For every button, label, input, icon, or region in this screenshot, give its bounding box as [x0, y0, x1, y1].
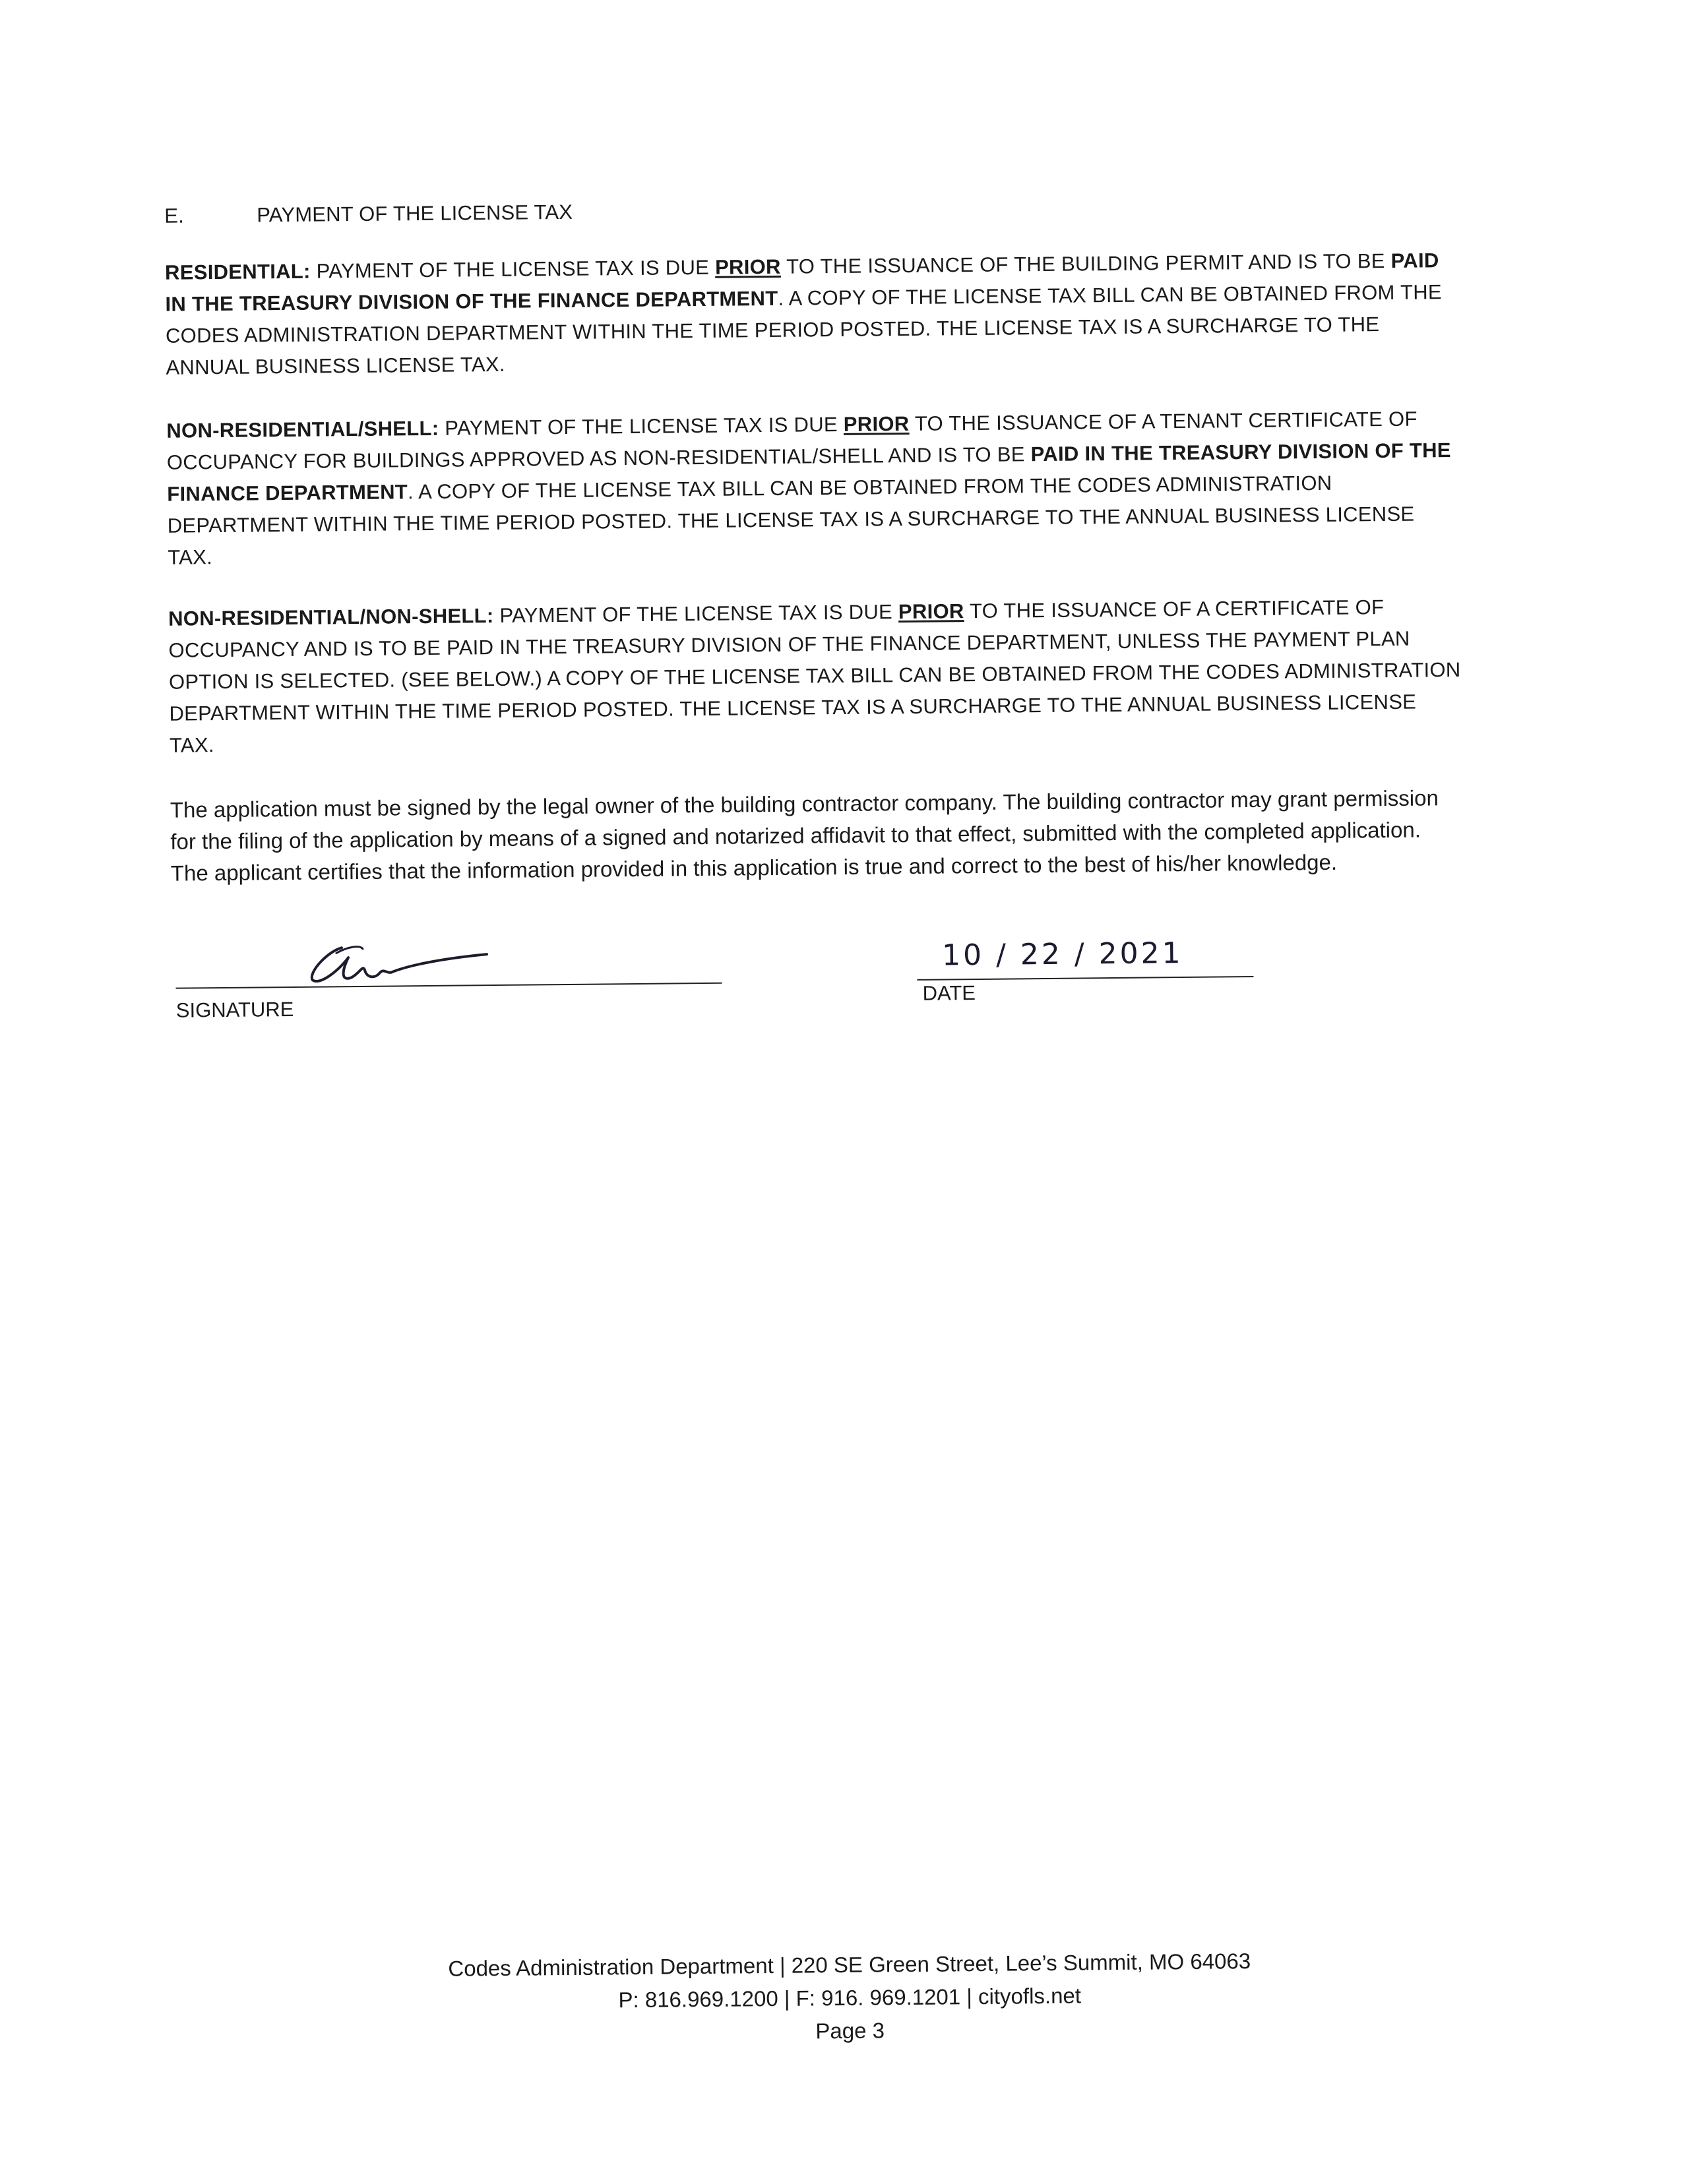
- non-shell-label: NON-RESIDENTIAL/NON-SHELL:: [168, 604, 494, 630]
- residential-paragraph: [165, 245, 1459, 384]
- shell-text-1: PAYMENT OF THE LICENSE TAX IS DUE: [445, 413, 838, 440]
- footer-address: Codes Administration Department | 220 SE Green Street, Lee’s Summit, MO 64063: [448, 1949, 1251, 1981]
- residential-text-1: PAYMENT OF THE LICENSE TAX IS DUE: [316, 255, 710, 283]
- section-heading: [164, 200, 573, 228]
- non-shell-text-1: PAYMENT OF THE LICENSE TAX IS DUE: [499, 600, 893, 627]
- footer-contact: P: 816.969.1200 | F: 916. 969.1201 | cityofls.net: [618, 1983, 1082, 2013]
- shell-text-2: TO THE ISSUANCE OF A TENANT CERTIFICATE OF OCCUPANCY FOR BUILDINGS APPROVED AS NON-RESIDENTIAL/SHELL AND IS TO BE: [166, 407, 1417, 474]
- signature-label: SIGNATURE: [175, 997, 294, 1022]
- date-value: 10 / 22 / 2021: [941, 936, 1183, 973]
- page-footer: [9, 1941, 1682, 2055]
- residential-text-2: TO THE ISSUANCE OF THE BUILDING PERMIT AND IS TO BE: [786, 249, 1385, 278]
- shell-text-3: . A COPY OF THE LICENSE TAX BILL CAN BE OBTAINED FROM THE CODES ADMINISTRATION DEPARTMENT WITHIN THE TIME PERIOD POSTED. THE LICENSE TAX IS A SURCHARGE TO THE ANNUAL BUSINESS LICENSE TAX.: [167, 471, 1415, 569]
- shell-label: NON-RESIDENTIAL/SHELL:: [166, 416, 439, 442]
- certification-paragraph: The application must be signed by the legal owner of the building contractor company. The building contractor may grant permission for the filing of the application by means of a signed and notarized affidavit to that effect, submitted with the completed application. The applicant certifies that the information provided in this application is true and correct to the best of his/her knowledge.: [170, 785, 1439, 886]
- section-letter: E.: [164, 204, 185, 228]
- footer-page-number: Page 3: [815, 2018, 885, 2044]
- non-shell-text-2: TO THE ISSUANCE OF A CERTIFICATE OF OCCUPANCY AND IS TO BE PAID IN THE TREASURY DIVISION OF THE FINANCE DEPARTMENT, UNLESS THE PAYMENT PLAN OPTION IS SELECTED. (SEE BELOW.) A COPY OF THE LICENSE TAX BILL CAN BE OBTAINED FROM THE CODES ADMINISTRATION DEPARTMENT WITHIN THE TIME PERIOD POSTED. THE LICENSE TAX IS A SURCHARGE TO THE ANNUAL BUSINESS LICENSE TAX.: [168, 595, 1461, 757]
- shell-prior: PRIOR: [843, 411, 910, 436]
- non-residential-shell-paragraph: [166, 403, 1460, 574]
- non-residential-non-shell-paragraph: [168, 591, 1462, 762]
- residential-bold-1: PAID IN THE TREASURY DIVISION OF THE FINANCE DEPARTMENT: [165, 249, 1439, 316]
- shell-bold-1: PAID IN THE TREASURY DIVISION OF THE FINANCE DEPARTMENT: [167, 439, 1451, 506]
- section-title: PAYMENT OF THE LICENSE TAX: [257, 200, 573, 227]
- non-shell-prior: PRIOR: [898, 599, 964, 624]
- residential-label: RESIDENTIAL:: [164, 259, 311, 284]
- date-label: DATE: [922, 981, 976, 1005]
- residential-text-3: . A COPY OF THE LICENSE TAX BILL CAN BE OBTAINED FROM THE CODES ADMINISTRATION DEPARTMENT WITHIN THE TIME PERIOD POSTED. THE LICENSE TAX IS A SURCHARGE TO THE ANNUAL BUSINESS LICENSE TAX.: [165, 280, 1443, 379]
- residential-prior: PRIOR: [714, 255, 781, 279]
